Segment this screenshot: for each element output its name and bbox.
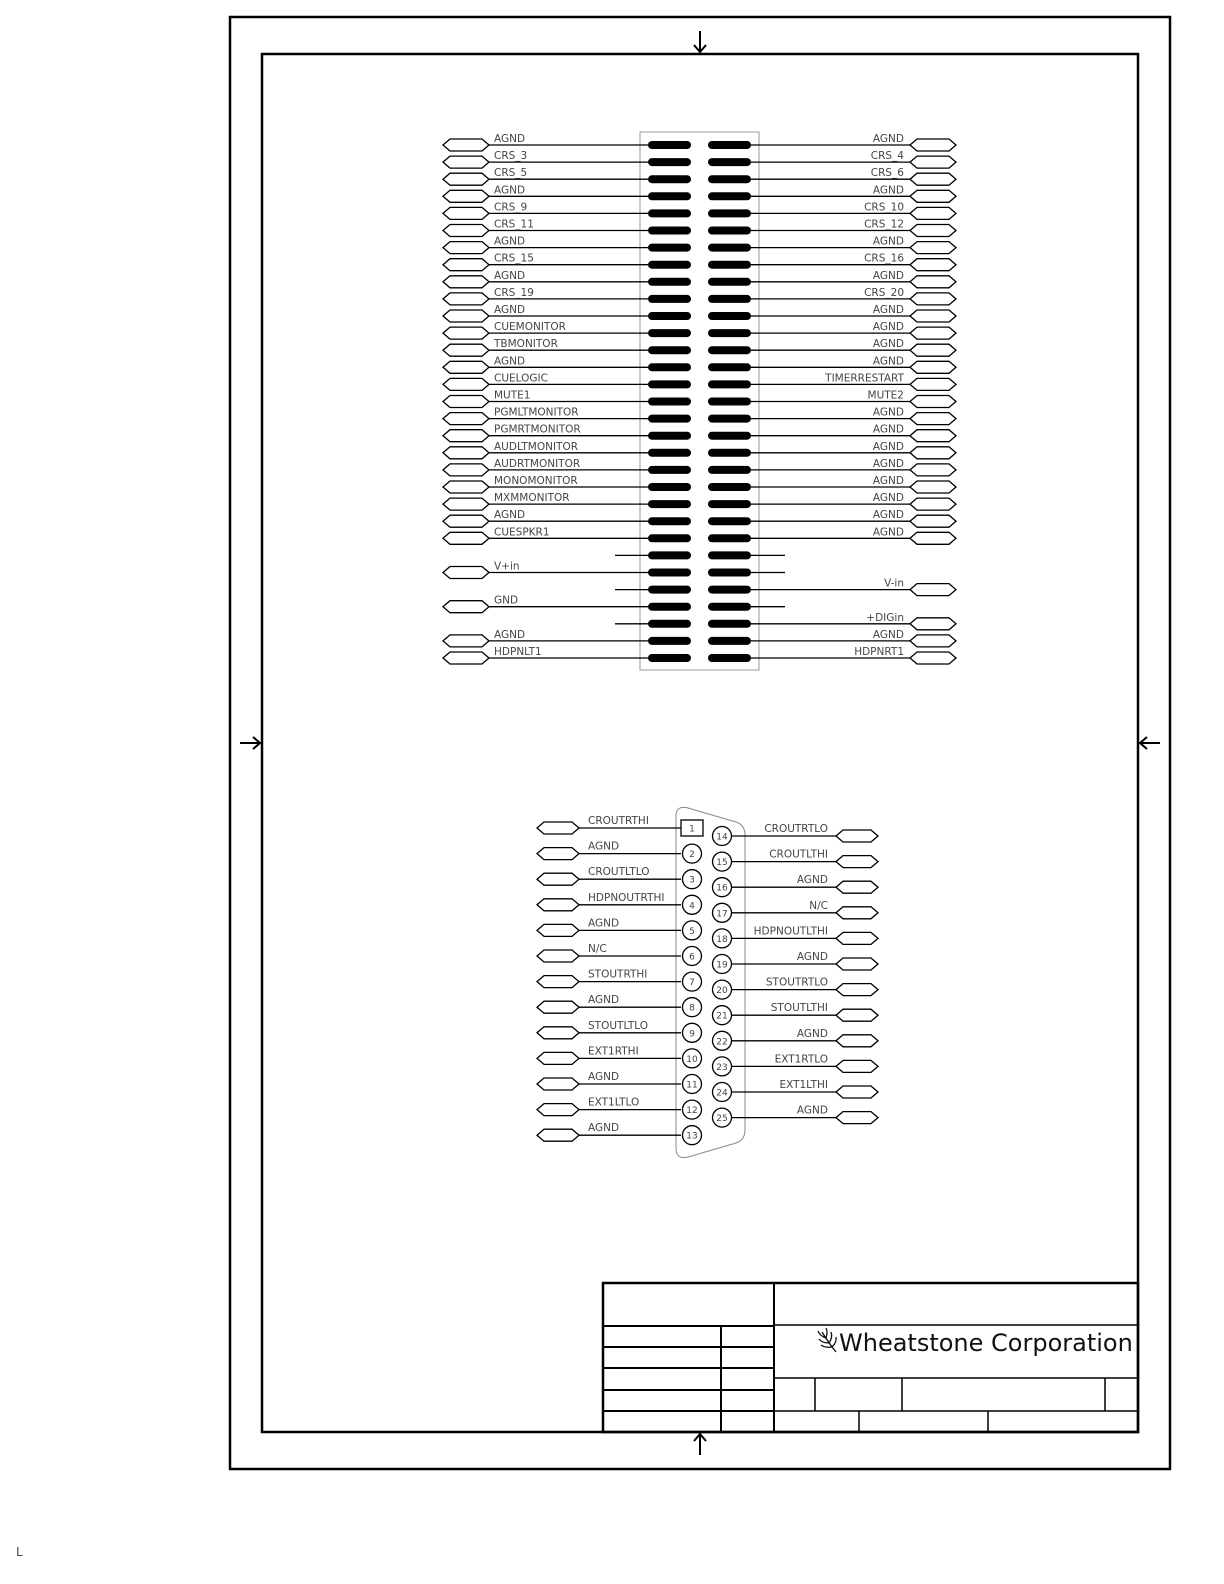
net-label: AGND <box>872 304 904 316</box>
net-label: AUDLTMONITOR <box>494 440 579 453</box>
center-marker-right <box>1140 737 1160 749</box>
center-marker-left <box>240 737 260 749</box>
header-pin <box>708 278 751 286</box>
port-left <box>443 293 489 305</box>
net-label: HDPNRT1 <box>854 646 904 658</box>
port-right <box>836 881 878 893</box>
header-pin <box>648 278 691 286</box>
net-label: TBMONITOR <box>494 338 558 351</box>
header-pin <box>708 432 751 440</box>
net-label: V-in <box>884 577 904 590</box>
port-left <box>443 532 489 544</box>
net-label: AGND <box>872 133 904 145</box>
drawing-frame <box>230 17 1170 1469</box>
port-right <box>910 173 956 185</box>
header-pin <box>648 192 691 200</box>
port-right <box>910 276 956 288</box>
header-pin <box>708 654 751 662</box>
port-right <box>910 361 956 373</box>
net-label: N/C <box>588 943 607 955</box>
port-right <box>910 464 956 476</box>
port-right <box>910 139 956 151</box>
port-right <box>836 907 878 919</box>
port-right <box>910 396 956 408</box>
net-label: HDPNOUTRTHI <box>588 891 665 904</box>
net-label: AGND <box>796 874 828 887</box>
header-pin <box>708 209 751 217</box>
port-left <box>537 950 579 962</box>
header-pin <box>708 175 751 183</box>
header-pin <box>648 158 691 166</box>
net-label: AGND <box>494 628 526 641</box>
port-left <box>443 310 489 322</box>
net-label: AGND <box>494 269 526 282</box>
port-right <box>910 293 956 305</box>
header-pin <box>648 398 691 406</box>
header-pin <box>648 329 691 337</box>
port-left <box>537 873 579 885</box>
inner-border <box>262 54 1138 1432</box>
port-left <box>443 259 489 271</box>
pin-number: 25 <box>716 1114 728 1125</box>
header-pin <box>708 415 751 423</box>
port-left <box>443 652 489 664</box>
header-pin <box>648 517 691 525</box>
header-pin <box>648 261 691 269</box>
port-left <box>443 207 489 219</box>
center-marker-bottom <box>694 1434 706 1455</box>
net-label: AGND <box>796 1027 828 1040</box>
net-label: AGND <box>588 994 620 1007</box>
port-left <box>537 848 579 860</box>
port-right <box>836 1112 878 1124</box>
net-label: CUESPKR1 <box>494 526 550 539</box>
port-right <box>910 242 956 254</box>
net-label: AGND <box>494 184 526 197</box>
net-label: CROUTRTLO <box>764 823 828 835</box>
header-pin <box>648 244 691 252</box>
corner-mark: L <box>16 1545 23 1559</box>
header-pin <box>648 209 691 217</box>
net-label: MONOMONITOR <box>494 475 578 487</box>
net-label: MUTE2 <box>867 389 904 402</box>
net-label: GND <box>494 594 519 607</box>
port-left <box>537 1052 579 1064</box>
header-pin <box>648 483 691 491</box>
pin-number: 4 <box>689 901 695 912</box>
header-pin <box>648 346 691 354</box>
net-label: V+in <box>494 560 520 573</box>
net-label: AGND <box>796 1104 828 1117</box>
header-pin <box>708 466 751 474</box>
port-left <box>537 1104 579 1116</box>
net-label: AGND <box>588 1122 620 1135</box>
port-left <box>443 361 489 373</box>
header-pin <box>708 244 751 252</box>
port-left <box>443 242 489 254</box>
port-right <box>910 344 956 356</box>
header-pin <box>708 312 751 320</box>
port-right <box>910 378 956 390</box>
net-label: EXT1LTLO <box>588 1096 640 1109</box>
header-pin <box>708 500 751 508</box>
port-left <box>443 344 489 356</box>
port-left <box>443 173 489 185</box>
header-connector <box>443 132 956 670</box>
dsub-shell <box>676 807 745 1157</box>
net-label: AGND <box>872 355 904 368</box>
net-label: CRS_5 <box>494 167 528 180</box>
port-left <box>443 139 489 151</box>
port-left <box>443 567 489 579</box>
header-pin <box>648 449 691 457</box>
header-pin <box>648 586 691 594</box>
port-left <box>537 1001 579 1013</box>
port-left <box>537 1078 579 1090</box>
port-left <box>443 190 489 202</box>
port-right <box>836 1009 878 1021</box>
header-pin <box>648 432 691 440</box>
port-left <box>443 225 489 237</box>
pin-number: 18 <box>716 934 728 945</box>
header-pin <box>648 603 691 611</box>
header-pin <box>708 517 751 525</box>
net-label: AGND <box>494 355 526 368</box>
header-pin <box>708 261 751 269</box>
net-label: CROUTLTLO <box>588 866 650 879</box>
pin-number: 14 <box>716 832 728 843</box>
pin-number: 16 <box>716 883 728 894</box>
net-label: AGND <box>872 235 904 248</box>
header-pin <box>648 415 691 423</box>
net-label: AGND <box>588 840 620 853</box>
header-pin <box>648 620 691 628</box>
header-pin <box>648 295 691 303</box>
net-label: AGND <box>872 526 904 539</box>
port-right <box>910 430 956 442</box>
header-pin <box>708 620 751 628</box>
net-label: HDPNOUTLTHI <box>753 925 828 938</box>
header-pin <box>708 398 751 406</box>
dsub-connector <box>537 807 878 1157</box>
port-right <box>910 618 956 630</box>
port-left <box>443 515 489 527</box>
pin-number: 5 <box>689 926 695 937</box>
header-pin <box>708 158 751 166</box>
net-label: CROUTRTHI <box>588 815 649 827</box>
pin-number: 2 <box>689 850 695 861</box>
net-label: AGND <box>872 423 904 436</box>
header-pin <box>648 227 691 235</box>
pin-number: 17 <box>716 909 728 920</box>
port-left <box>443 413 489 425</box>
header-pin <box>648 141 691 149</box>
net-label: AGND <box>872 440 904 453</box>
port-left <box>443 601 489 613</box>
title-block-frame <box>603 1283 1138 1432</box>
header-pin <box>648 654 691 662</box>
header-pin <box>648 363 691 371</box>
header-pin <box>708 141 751 149</box>
port-left <box>443 327 489 339</box>
port-right <box>910 532 956 544</box>
header-pin <box>708 346 751 354</box>
header-pin <box>708 295 751 303</box>
port-left <box>537 1027 579 1039</box>
port-right <box>836 1060 878 1072</box>
net-label: PGMRTMONITOR <box>494 423 581 436</box>
port-left <box>537 899 579 911</box>
port-left <box>443 464 489 476</box>
net-label: MXMMONITOR <box>494 492 570 505</box>
outer-border <box>230 17 1170 1469</box>
pin-number: 7 <box>689 978 695 989</box>
port-right <box>910 635 956 647</box>
net-label: AGND <box>494 509 526 522</box>
pin-number: 8 <box>689 1003 695 1014</box>
header-pin <box>708 586 751 594</box>
port-right <box>910 498 956 510</box>
port-right <box>910 225 956 237</box>
pin-number: 9 <box>689 1029 695 1040</box>
port-right <box>836 1035 878 1047</box>
port-left <box>443 447 489 459</box>
net-label: CROUTLTHI <box>769 848 828 861</box>
port-left <box>537 1129 579 1141</box>
header-pin <box>648 175 691 183</box>
pin-number: 15 <box>716 858 728 869</box>
net-label: AUDRTMONITOR <box>494 457 581 470</box>
net-label: AGND <box>872 509 904 522</box>
net-label: CRS_15 <box>494 252 534 265</box>
net-label: CRS_12 <box>864 218 904 231</box>
port-right <box>836 830 878 842</box>
pin-number: 21 <box>716 1011 728 1022</box>
net-label: EXT1LTHI <box>779 1079 828 1091</box>
net-label: AGND <box>872 406 904 419</box>
header-pin <box>708 637 751 645</box>
port-left <box>443 498 489 510</box>
pin-number: 6 <box>689 952 695 963</box>
pin-number: 3 <box>689 875 695 886</box>
net-label: CUEMONITOR <box>494 321 566 334</box>
net-label: AGND <box>494 235 526 248</box>
port-right <box>910 259 956 271</box>
net-label: AGND <box>872 475 904 487</box>
port-right <box>836 856 878 868</box>
net-label: AGND <box>588 1071 620 1083</box>
port-left <box>537 976 579 988</box>
net-label: STOUTRTLO <box>765 976 828 989</box>
wheat-icon <box>818 1328 836 1352</box>
port-left <box>443 378 489 390</box>
port-left <box>443 635 489 647</box>
header-pin <box>708 329 751 337</box>
net-label: AGND <box>872 269 904 282</box>
port-right <box>910 190 956 202</box>
port-right <box>836 958 878 970</box>
header-pin <box>708 603 751 611</box>
net-label: MUTE1 <box>494 389 531 402</box>
port-right <box>836 932 878 944</box>
header-pin <box>708 363 751 371</box>
pin-number: 19 <box>716 960 728 971</box>
net-label: HDPNLT1 <box>494 646 542 658</box>
port-right <box>910 310 956 322</box>
header-pin <box>648 500 691 508</box>
net-label: AGND <box>872 628 904 641</box>
port-right <box>836 984 878 996</box>
header-pin <box>648 551 691 559</box>
header-pin <box>708 449 751 457</box>
net-label: AGND <box>872 457 904 470</box>
header-pin <box>648 569 691 577</box>
pin-number: 10 <box>686 1054 698 1065</box>
net-label: CRS_20 <box>864 286 904 299</box>
port-left <box>443 430 489 442</box>
net-label: CRS_10 <box>864 201 904 214</box>
pin-number: 22 <box>716 1037 728 1048</box>
net-label: CRS_16 <box>864 252 904 265</box>
port-right <box>910 327 956 339</box>
header-pin <box>648 312 691 320</box>
port-left <box>443 156 489 168</box>
net-label: AGND <box>588 917 620 930</box>
port-right <box>836 1086 878 1098</box>
net-label: CRS_6 <box>870 167 904 180</box>
port-right <box>910 447 956 459</box>
net-label: CRS_3 <box>494 150 528 163</box>
net-label: EXT1RTLO <box>774 1053 828 1066</box>
header-pin <box>648 637 691 645</box>
net-label: AGND <box>796 951 828 963</box>
port-left <box>443 276 489 288</box>
company-name: Wheatstone Corporation <box>839 1329 1133 1357</box>
net-label: +DIGin <box>866 611 904 624</box>
header-pin <box>708 380 751 388</box>
net-label: CUELOGIC <box>494 372 548 385</box>
port-right <box>910 413 956 425</box>
header-pin <box>648 466 691 474</box>
pin-number: 12 <box>686 1106 698 1117</box>
net-label: AGND <box>872 321 904 334</box>
port-left <box>537 822 579 834</box>
pin-number: 20 <box>716 986 728 997</box>
net-label: AGND <box>494 133 526 145</box>
header-pin <box>708 551 751 559</box>
header-pin <box>708 569 751 577</box>
header-pin <box>648 534 691 542</box>
pin-number: 23 <box>716 1062 728 1073</box>
net-label: TIMERRESTART <box>825 372 904 385</box>
net-label: CRS_4 <box>870 150 904 163</box>
net-label: AGND <box>872 184 904 197</box>
port-left <box>443 481 489 493</box>
port-left <box>443 396 489 408</box>
net-label: AGND <box>494 304 526 316</box>
net-label: STOUTLTLO <box>588 1019 649 1032</box>
port-left <box>537 924 579 936</box>
net-label: AGND <box>872 338 904 351</box>
net-label: CRS_11 <box>494 218 534 231</box>
net-label: STOUTRTHI <box>588 968 648 981</box>
port-right <box>910 207 956 219</box>
center-marker-top <box>694 31 706 52</box>
header-pin <box>708 192 751 200</box>
net-label: N/C <box>809 899 828 912</box>
header-pin <box>708 534 751 542</box>
pin-number: 24 <box>716 1088 728 1099</box>
net-label: CRS_9 <box>494 201 528 214</box>
pin-number: 13 <box>686 1131 698 1142</box>
title-block <box>603 1283 1138 1432</box>
port-right <box>910 515 956 527</box>
port-right <box>910 652 956 664</box>
pin-number: 11 <box>686 1080 698 1091</box>
port-right <box>910 156 956 168</box>
header-pin <box>708 227 751 235</box>
net-label: CRS_19 <box>494 286 534 299</box>
net-label: AGND <box>872 492 904 505</box>
port-right <box>910 481 956 493</box>
pin-number: 1 <box>689 824 695 835</box>
net-label: PGMLTMONITOR <box>494 406 579 419</box>
net-label: EXT1RTHI <box>588 1045 639 1058</box>
net-label: STOUTLTHI <box>770 1002 828 1015</box>
header-pin <box>708 483 751 491</box>
port-right <box>910 584 956 596</box>
header-pin <box>648 380 691 388</box>
